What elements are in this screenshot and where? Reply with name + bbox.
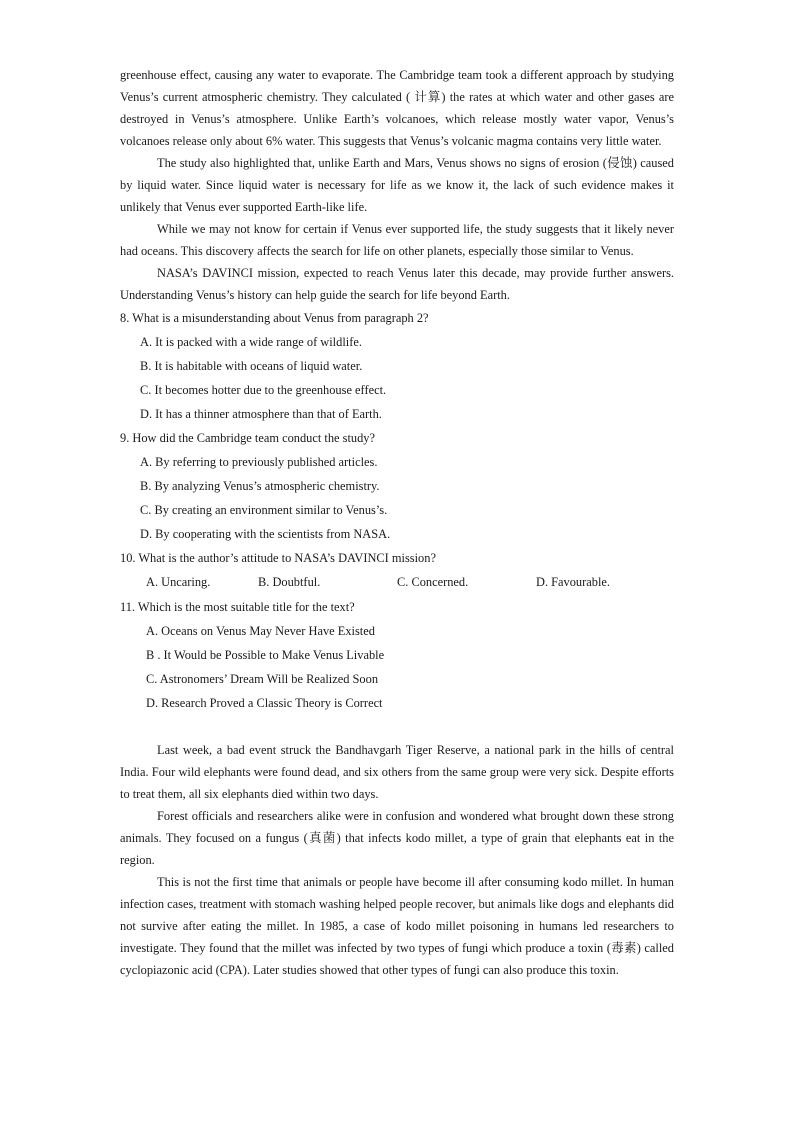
question-11-option-a: A. Oceans on Venus May Never Have Existed [146, 624, 375, 638]
question-10-option-b: B. Doubtful. [258, 575, 321, 589]
question-11 [120, 595, 674, 715]
question-9-option-c: C. By creating an environment similar to Venus’s. [140, 503, 388, 517]
question-9-option-a: A. By referring to previously published articles. [140, 455, 378, 469]
passage2-paragraph-2: Forest officials and researchers alike were in confusion and wondered what brought down these strong animals. They focused on a fungus (真菌) that infects kodo millet, a type of grain that elephants eat in the region. [120, 809, 674, 867]
question-10-option-d: D. Favourable. [536, 575, 610, 589]
question-10-option-a: A. Uncaring. [146, 575, 211, 589]
document-page [120, 64, 674, 981]
passage1-paragraph-3: While we may not know for certain if Venus ever supported life, the study suggests that it likely never had oceans. This discovery affects the search for life on other planets, especially those similar to Venus. [120, 222, 674, 258]
question-11-option-c: C. Astronomers’ Dream Will be Realized Soon [146, 672, 379, 686]
question-9 [120, 426, 674, 546]
question-9-stem: 9. How did the Cambridge team conduct the study? [120, 431, 375, 445]
question-10 [120, 546, 674, 595]
question-8-stem: 8. What is a misunderstanding about Venus from paragraph 2? [120, 311, 429, 325]
question-9-option-d: D. By cooperating with the scientists from NASA. [140, 527, 391, 541]
question-9-option-b: B. By analyzing Venus’s atmospheric chemistry. [140, 479, 380, 493]
question-11-option-b: B . It Would be Possible to Make Venus Livable [146, 648, 385, 662]
question-8 [120, 306, 674, 426]
question-10-option-c: C. Concerned. [397, 575, 469, 589]
question-10-options [120, 570, 674, 595]
question-8-option-b: B. It is habitable with oceans of liquid water. [140, 359, 363, 373]
passage2-paragraph-1: Last week, a bad event struck the Bandhavgarh Tiger Reserve, a national park in the hills of central India. Four wild elephants were found dead, and six others from the same group were very sick. Despite efforts to treat them, all six elephants died within two days. [120, 743, 674, 801]
passage1-paragraph-1: greenhouse effect, causing any water to evaporate. The Cambridge team took a different approach by studying Venus’s current atmospheric chemistry. They calculated ( 计算) the rates at which water and other gases are destroyed in Venus’s atmosphere. Unlike Earth’s volcanoes, which release mostly water vapor, Venus’s volcanoes release only about 6% water. This suggests that Venus’s volcanic magma contains very little water. [120, 68, 674, 148]
question-8-option-d: D. It has a thinner atmosphere than that of Earth. [140, 407, 382, 421]
section-gap [120, 715, 674, 739]
passage1-paragraph-2: The study also highlighted that, unlike Earth and Mars, Venus shows no signs of erosion (侵蚀) caused by liquid water. Since liquid water is necessary for life as we know it, the lack of such evidence makes it unlikely that Venus ever supported Earth-like life. [120, 156, 674, 214]
passage1-paragraph-4: NASA’s DAVINCI mission, expected to reach Venus later this decade, may provide further answers. Understanding Venus’s history can help guide the search for life beyond Earth. [120, 266, 674, 302]
passage2-paragraph-3: This is not the first time that animals or people have become ill after consuming kodo millet. In human infection cases, treatment with stomach washing helped people recover, but animals like dogs and elephants did not survive after eating the millet. In 1985, a case of kodo millet poisoning in humans led researchers to investigate. They found that the millet was infected by two types of fungi which produce a toxin (毒素) called cyclopiazonic acid (CPA). Later studies showed that other types of fungi can also produce this toxin. [120, 875, 674, 977]
question-8-option-a: A. It is packed with a wide range of wildlife. [140, 335, 362, 349]
question-10-stem: 10. What is the author’s attitude to NASA’s DAVINCI mission? [120, 551, 436, 565]
question-8-option-c: C. It becomes hotter due to the greenhouse effect. [140, 383, 387, 397]
question-11-option-d: D. Research Proved a Classic Theory is Correct [146, 696, 383, 710]
question-11-stem: 11. Which is the most suitable title for the text? [120, 600, 355, 614]
